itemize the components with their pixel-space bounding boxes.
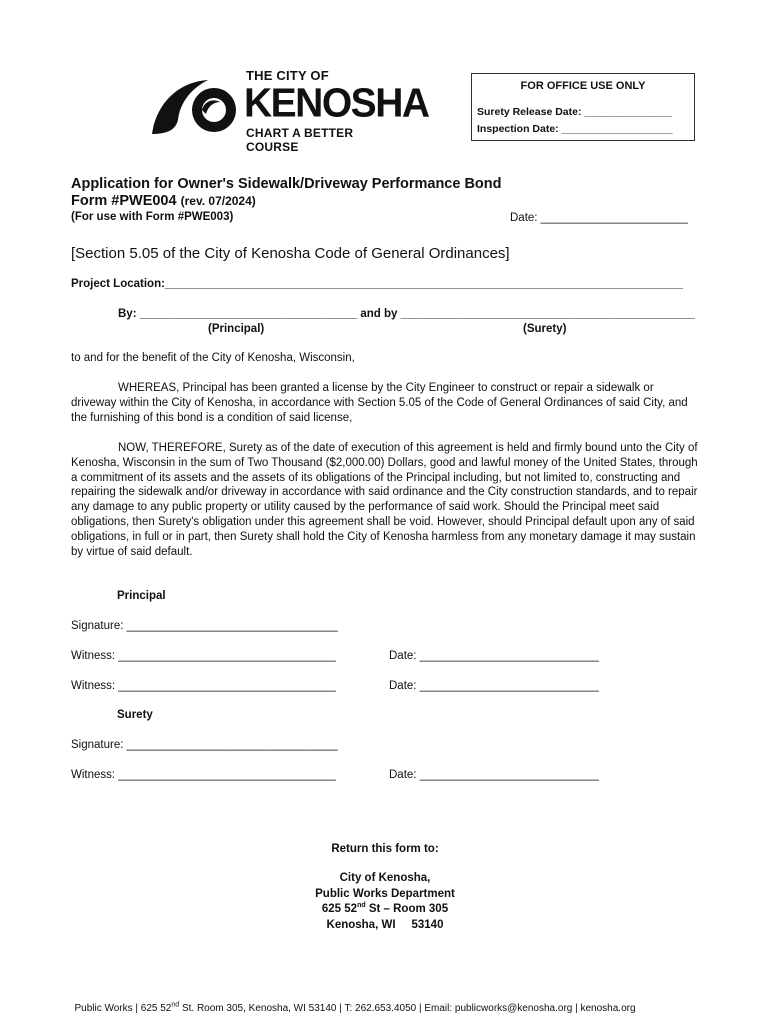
city-logo: [148, 68, 429, 154]
surety-witness-field[interactable]: Witness: __________________________________: [71, 769, 336, 781]
footer-address-pre: Public Works | 625 52: [74, 1003, 172, 1014]
office-use-title: FOR OFFICE USE ONLY: [520, 80, 646, 92]
benefit-paragraph: to and for the benefit of the City of Kenosha, Wisconsin,: [71, 352, 355, 364]
return-address: [0, 871, 770, 933]
return-line-4: Kenosha, WI 53140: [326, 918, 444, 931]
logo-line-3: CHART A BETTER COURSE: [246, 126, 354, 154]
surety-date-field[interactable]: Date: ____________________________: [389, 769, 599, 781]
principal-witness-1-field[interactable]: Witness: __________________________________: [71, 650, 336, 662]
return-line-1: City of Kenosha,: [339, 872, 431, 884]
footer-sup: nd: [171, 1001, 180, 1009]
project-location-field[interactable]: Project Location:_________________________________________________________________________________: [71, 278, 683, 290]
return-line-3: [0, 902, 770, 918]
return-line-3-sup: nd: [357, 902, 366, 910]
principal-date-2-field[interactable]: Date: ____________________________: [389, 680, 599, 692]
footer-address-post: St. Room 305, Kenosha, WI 53140 | T: 262.653.4050 | Email: publicworks@kenosha.org | kenosha.org: [179, 1003, 636, 1014]
return-heading: Return this form to:: [331, 843, 439, 855]
date-field[interactable]: Date: _______________________: [510, 212, 688, 224]
section-reference: [Section 5.05 of the City of Kenosha Code of General Ordinances]: [71, 245, 510, 262]
by-line-field[interactable]: By: __________________________________ and by ______________________________________________: [118, 308, 695, 320]
surety-release-date-field[interactable]: Surety Release Date: _______________: [477, 106, 672, 118]
logo-line-2: KENOSHA: [244, 80, 429, 127]
return-line-3-street: 625 52: [321, 903, 358, 915]
inspection-date-field[interactable]: Inspection Date: ___________________: [477, 123, 673, 135]
page-footer: [0, 1003, 710, 1014]
return-line-3-room: St – Room 305: [365, 903, 449, 915]
principal-heading: Principal: [117, 590, 166, 602]
form-number: Form #PWE004: [71, 193, 177, 209]
page-title: Application for Owner's Sidewalk/Driveway Performance Bond: [71, 176, 502, 192]
surety-heading: Surety: [117, 709, 153, 721]
form-revision: (rev. 07/2024): [180, 194, 256, 208]
principal-label: (Principal): [208, 323, 265, 335]
whereas-paragraph: WHEREAS, Principal has been granted a license by the City Engineer to construct or repair a sidewalk or driveway within the City of Kenosha, in accordance with Section 5.05 of the Code of General Ordinances of said City, and the furnishing of this bond is a condition of said license,: [71, 382, 688, 424]
now-therefore-paragraph: NOW, THEREFORE, Surety as of the date of execution of this agreement is held and firmly bound unto the City of Kenosha, Wisconsin in the sum of Two Thousand ($2,000.00) Dollars, good and lawful money of the United States, through a commitment of its assets and the assets of its obligations of the Principal including, but not limited to, constructing and repairing the sidewalk and/or driveway in accordance with said ordinance and the City construction standards, and to repair any damage to any public property or utility caused by the performance of said work. Should the Principal meet said obligations, then Surety's obligation under this agreement shall be void. However, should Principal default upon any of said obligations, in full or in part, then Surety shall hold the City of Kenosha harmless from any monetary damage it may sustain by virtue of said default.: [71, 442, 698, 558]
wave-logo-icon: [148, 76, 240, 138]
logo-line-1: THE CITY OF: [246, 68, 329, 83]
surety-signature-field[interactable]: Signature: _________________________________: [71, 739, 338, 751]
return-line-2: Public Works Department: [315, 887, 455, 900]
principal-signature-field[interactable]: Signature: _________________________________: [71, 620, 338, 632]
surety-label: (Surety): [523, 323, 567, 335]
principal-date-1-field[interactable]: Date: ____________________________: [389, 650, 599, 662]
principal-witness-2-field[interactable]: Witness: __________________________________: [71, 680, 336, 692]
office-use-box: [471, 73, 695, 141]
form-title: [71, 176, 502, 210]
use-with-note: (For use with Form #PWE003): [71, 211, 234, 223]
